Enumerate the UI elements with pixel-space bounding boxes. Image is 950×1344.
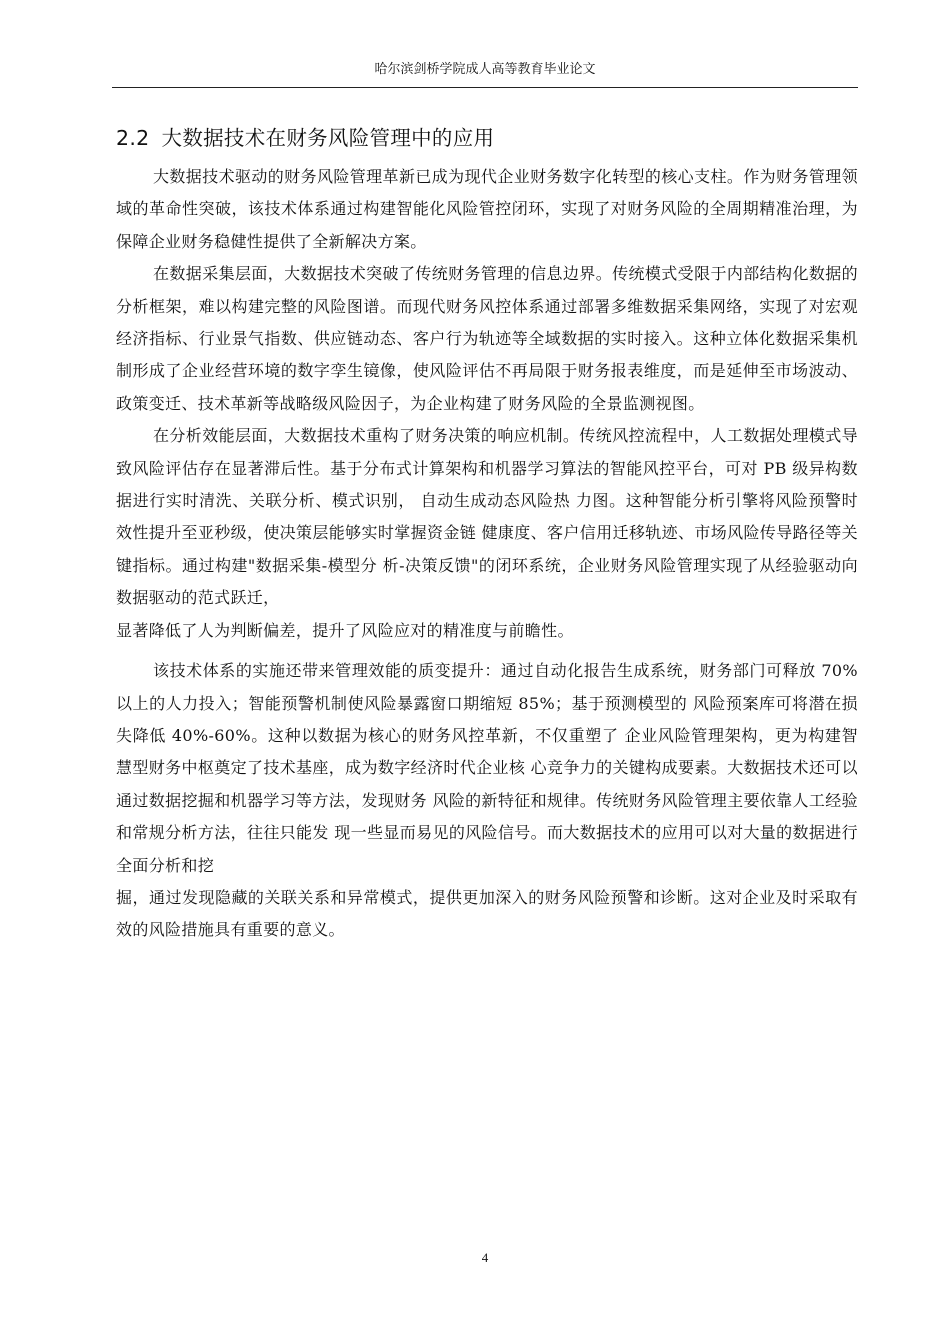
section-title: 大数据技术在财务风险管理中的应用 [161,126,495,150]
paragraph-data-collection: 在数据采集层面，大数据技术突破了传统财务管理的信息边界。传统模式受限于内部结构化数据的分析框架，难以构建完整的风险图谱。而现代财务风控体系通过部署多维数据采集网络，实现了对宏观经济指标、行业景气指数、供应链动态、客户行为轨迹等全域数据的实时接入。这种立体化数据采集机制形成了企业经营环境的数字孪生镜像，使风险评估不再局限于财务报表维度，而是延伸至市场波动、政策变迁、技术革新等战略级风险因子，为企业构建了财务风险的全景监测视图。 [116,264,858,413]
page-body [116,122,858,947]
page-number: 4 [481,1250,489,1265]
section-heading [116,122,858,154]
paragraph-management-efficiency: 该技术体系的实施还带来管理效能的质变提升：通过自动化报告生成系统，财务部门可释放 70%以上的人力投入；智能预警机制使风险暴露窗口期缩短 85%；基于预测模型的 风险预案库可将潜在损失降低 40%-60%。这种以数据为核心的财务风控革新，不仅重塑了 企业风险管理架构，更为构建智慧型财务中枢奠定了技术基座，成为数字经济时代企业核 心竞争力的关键构成要素。大数据技术还可以通过数据挖掘和机器学习等方法，发现财务 风险的新特征和规律。传统财务风险管理主要依靠人工经验和常规分析方法，往往只能发 现一些显而易见的风险信号。而大数据技术的应用可以对大量的数据进行全面分析和挖 [116,661,858,875]
header-divider [112,87,858,88]
paragraph-analysis-tail: 显著降低了人为判断偏差，提升了风险应对的精准度与前瞻性。 [116,620,574,640]
running-header: 哈尔滨剑桥学院成人高等教育毕业论文 [374,62,596,77]
section-number: 2.2 [116,126,150,150]
paragraph-intro: 大数据技术驱动的财务风险管理革新已成为现代企业财务数字化转型的核心支柱。作为财务管理领域的革命性突破，该技术体系通过构建智能化风险管控闭环，实现了对财务风险的全周期精准治理，为保障企业财务稳健性提供了全新解决方案。 [116,167,858,251]
paragraph-analysis-efficiency: 在分析效能层面，大数据技术重构了财务决策的响应机制。传统风控流程中，人工数据处理模式导致风险评估存在显著滞后性。基于分布式计算架构和机器学习算法的智能风控平台，可对 PB 级异构数据进行实时清洗、关联分析、模式识别， 自动生成动态风险热 力图。这种智能分析引擎将风险预警时效性提升至亚秒级，使决策层能够实时掌握资金链 健康度、客户信用迁移轨迹、市场风险传导路径等关键指标。通过构建"数据采集-模型分 析-决策反馈"的闭环系统，企业财务风险管理实现了从经验驱动向数据驱动的范式跃迁， [116,426,858,608]
paragraph-conclusion: 掘，通过发现隐藏的关联关系和异常模式，提供更加深入的财务风险预警和诊断。这对企业及时采取有效的风险措施具有重要的意义。 [116,887,858,940]
